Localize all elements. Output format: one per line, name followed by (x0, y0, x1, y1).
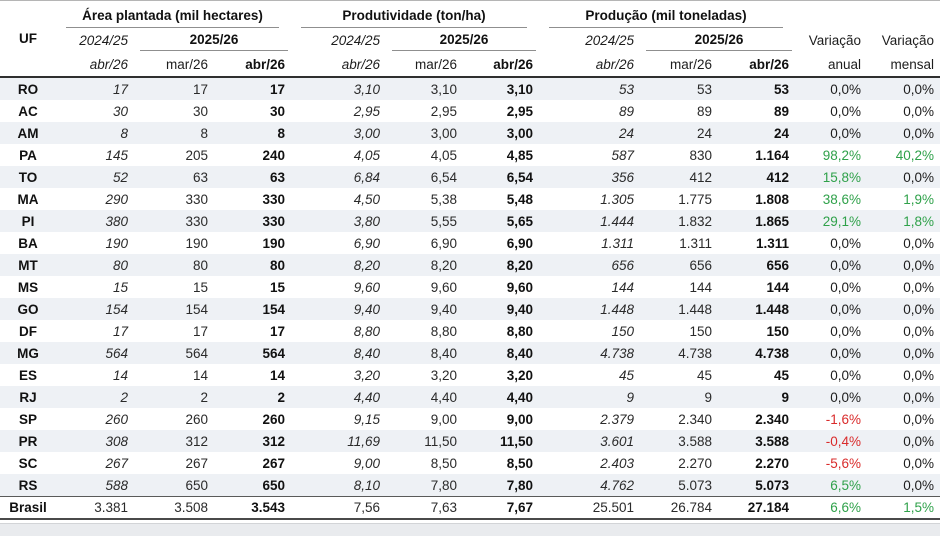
area-mar-cell: 650 (185, 477, 208, 493)
area-prev-cell: 290 (105, 191, 128, 207)
prod-mar-cell: 3,00 (430, 125, 457, 141)
area-prev-cell: 14 (112, 367, 128, 383)
var-anual-cell: 6,6% (795, 497, 867, 520)
table-row (0, 210, 940, 232)
row-label: AM (17, 125, 39, 141)
var-mensal-cell: 0,0% (903, 169, 935, 185)
area-mar-cell: 267 (185, 455, 208, 471)
var-mensal-cell: 0,0% (903, 279, 935, 295)
producao-prev-cell: 24 (618, 125, 635, 141)
season-curr-label: 2025/26 (140, 31, 288, 51)
var-anual-cell: 0,0% (830, 301, 862, 317)
area-abr-cell: 17 (269, 81, 285, 97)
var-mensal-cell: 0,0% (903, 125, 935, 141)
table-row (0, 77, 940, 100)
area-prev-cell: 2 (120, 389, 128, 405)
var-mensal-cell: 0,0% (903, 301, 935, 317)
variacao-mensal-header-line1: Variação (881, 33, 935, 48)
producao-prev-cell: 53 (618, 81, 635, 97)
prod-mar-cell: 9,60 (430, 279, 457, 295)
producao-mar-cell: 1.832 (678, 213, 713, 229)
row-label: MG (17, 345, 39, 361)
row-label: ES (18, 367, 37, 383)
row-label: MT (18, 257, 38, 273)
area-abr-cell: 63 (269, 169, 285, 185)
producao-abr-cell: 1.448 (755, 301, 790, 317)
table-row (0, 452, 940, 474)
var-mensal-cell: 1,5% (867, 497, 940, 520)
season-curr-label: 2025/26 (392, 31, 536, 51)
row-label: RO (17, 81, 39, 97)
area-mar-cell: 80 (192, 257, 208, 273)
producao-mar-cell: 45 (696, 367, 713, 383)
producao-prev-cell: 9 (626, 389, 635, 405)
var-anual-cell: 6,5% (830, 477, 862, 493)
prod-mar-cell: 3,20 (430, 367, 457, 383)
group-title-row (0, 1, 940, 29)
producao-abr-cell: 656 (766, 257, 790, 273)
var-anual-cell: -1,6% (825, 411, 862, 427)
table-row (0, 320, 940, 342)
month-mar-header: mar/26 (640, 53, 718, 77)
area-prev-cell: 154 (105, 301, 128, 317)
area-prev-cell: 588 (105, 477, 128, 493)
total-row (0, 497, 940, 520)
producao-abr-cell: 89 (773, 103, 790, 119)
prod-abr-cell: 8,50 (506, 455, 534, 471)
season-prev-header: 2024/25 (585, 33, 635, 48)
month-abr-header: abr/26 (463, 53, 539, 77)
prod-abr-cell: 5,48 (506, 191, 534, 207)
prod-mar-cell: 4,40 (430, 389, 457, 405)
prod-mar-cell: 6,90 (430, 235, 457, 251)
prod-abr-cell: 8,80 (506, 323, 534, 339)
var-anual-cell: 0,0% (830, 345, 862, 361)
row-label: GO (17, 301, 39, 317)
area-prev-cell: 267 (105, 455, 128, 471)
producao-prev-cell: 4.762 (600, 477, 635, 493)
prod-prev-cell: 7,56 (291, 497, 386, 520)
area-abr-cell: 240 (262, 147, 285, 163)
var-anual-cell: -0,4% (825, 433, 862, 449)
producao-abr-cell: 3.588 (755, 433, 790, 449)
row-label: DF (19, 323, 37, 339)
var-mensal-cell: 0,0% (903, 433, 935, 449)
area-mar-cell: 30 (192, 103, 208, 119)
area-abr-cell: 8 (277, 125, 285, 141)
table-row (0, 364, 940, 386)
producao-mar-cell: 144 (689, 279, 713, 295)
producao-prev-cell: 1.311 (601, 235, 635, 251)
producao-prev-cell: 1.448 (600, 301, 635, 317)
producao-prev-cell: 1.305 (600, 191, 635, 207)
area-mar-cell: 8 (200, 125, 208, 141)
area-prev-cell: 308 (105, 433, 128, 449)
season-curr-header (640, 28, 795, 53)
table-row (0, 408, 940, 430)
area-abr-cell: 2 (277, 389, 285, 405)
prod-prev-cell: 6,90 (353, 235, 380, 251)
table-header (0, 1, 940, 78)
prod-mar-cell: 7,80 (430, 477, 457, 493)
prod-prev-cell: 11,69 (347, 433, 380, 449)
producao-mar-cell: 1.311 (679, 235, 713, 251)
area-mar-cell: 564 (185, 345, 208, 361)
producao-mar-cell: 1.775 (678, 191, 713, 207)
prod-mar-cell: 8,50 (430, 455, 457, 471)
var-anual-cell: 0,0% (830, 103, 862, 119)
row-label: RJ (19, 389, 37, 405)
table-row (0, 166, 940, 188)
var-mensal-cell: 1,8% (903, 213, 935, 229)
area-abr-cell: 17 (269, 323, 285, 339)
prod-prev-cell: 3,00 (353, 125, 380, 141)
month-abr-header: abr/26 (214, 53, 291, 77)
area-abr-cell: 267 (262, 455, 285, 471)
group-area-plantada (56, 1, 291, 29)
area-abr-cell: 30 (269, 103, 285, 119)
season-prev-header: 2024/25 (331, 33, 380, 48)
uf-column-header: UF (0, 28, 56, 77)
var-anual-cell: 0,0% (830, 323, 862, 339)
area-prev-cell: 380 (105, 213, 128, 229)
area-mar-cell: 3.508 (134, 497, 214, 520)
row-label: MA (17, 191, 39, 207)
area-abr-cell: 14 (269, 367, 285, 383)
producao-abr-cell: 1.808 (755, 191, 790, 207)
prod-abr-cell: 6,54 (506, 169, 534, 185)
producao-prev-cell: 656 (611, 257, 635, 273)
producao-abr-cell: 1.311 (755, 235, 790, 251)
producao-abr-cell: 9 (781, 389, 790, 405)
producao-mar-cell: 53 (696, 81, 713, 97)
group-produtividade (291, 1, 539, 29)
area-mar-cell: 63 (192, 169, 208, 185)
month-prev-header: abr/26 (291, 53, 386, 77)
table-row (0, 430, 940, 452)
prod-prev-cell: 8,10 (353, 477, 380, 493)
area-mar-cell: 312 (185, 433, 208, 449)
var-mensal-cell: 0,0% (903, 235, 935, 251)
prod-abr-cell: 5,65 (506, 213, 534, 229)
area-abr-cell: 80 (269, 257, 285, 273)
prod-prev-cell: 9,60 (353, 279, 380, 295)
area-prev-cell: 17 (112, 81, 128, 97)
table-row (0, 386, 940, 408)
area-abr-cell: 312 (262, 433, 285, 449)
row-label: Brasil (0, 497, 56, 520)
prod-mar-cell: 9,00 (430, 411, 457, 427)
season-curr-header (386, 28, 539, 53)
prod-abr-cell: 9,00 (506, 411, 534, 427)
prod-prev-cell: 4,40 (353, 389, 380, 405)
spacer (795, 1, 867, 29)
row-label: BA (18, 235, 38, 251)
area-mar-cell: 205 (185, 147, 208, 163)
area-mar-cell: 2 (200, 389, 208, 405)
producao-abr-cell: 412 (766, 169, 790, 185)
table-row (0, 188, 940, 210)
producao-mar-cell: 4.738 (678, 345, 713, 361)
season-row (0, 28, 940, 53)
prod-abr-cell: 9,40 (506, 301, 534, 317)
table-row (0, 100, 940, 122)
table-row (0, 254, 940, 276)
var-mensal-cell: 0,0% (903, 389, 935, 405)
area-prev-cell: 80 (112, 257, 128, 273)
area-abr-cell: 260 (262, 411, 285, 427)
prod-prev-cell: 9,40 (353, 301, 380, 317)
prod-abr-cell: 11,50 (499, 433, 534, 449)
area-mar-cell: 330 (185, 191, 208, 207)
producao-prev-cell: 25.501 (539, 497, 640, 520)
prod-mar-cell: 9,40 (430, 301, 457, 317)
var-mensal-cell: 40,2% (895, 147, 935, 163)
producao-mar-cell: 2.340 (678, 411, 713, 427)
variacao-mensal-header-line2: mensal (867, 53, 940, 77)
table-row (0, 276, 940, 298)
row-label: AC (18, 103, 38, 119)
prod-prev-cell: 4,50 (353, 191, 380, 207)
month-mar-header: mar/26 (134, 53, 214, 77)
area-prev-cell: 260 (105, 411, 128, 427)
prod-prev-cell: 8,80 (353, 323, 380, 339)
prod-prev-cell: 3,80 (353, 213, 380, 229)
producao-prev-cell: 2.379 (600, 411, 635, 427)
season-prev-header: 2024/25 (79, 33, 128, 48)
prod-prev-cell: 3,10 (353, 81, 380, 97)
var-mensal-cell: 0,0% (903, 477, 935, 493)
producao-mar-cell: 412 (689, 169, 713, 185)
prod-prev-cell: 2,95 (353, 103, 380, 119)
var-anual-cell: 0,0% (830, 235, 862, 251)
area-abr-cell: 3.543 (214, 497, 291, 520)
area-mar-cell: 17 (192, 81, 208, 97)
prod-mar-cell: 4,05 (430, 147, 457, 163)
area-prev-cell: 190 (105, 235, 128, 251)
area-mar-cell: 15 (192, 279, 208, 295)
producao-mar-cell: 89 (696, 103, 713, 119)
producao-prev-cell: 587 (611, 147, 635, 163)
season-curr-label: 2025/26 (646, 31, 792, 51)
producao-mar-cell: 3.588 (678, 433, 713, 449)
var-mensal-cell: 0,0% (903, 81, 935, 97)
prod-abr-cell: 3,10 (506, 81, 534, 97)
season-curr-header (134, 28, 291, 53)
month-prev-header: abr/26 (539, 53, 640, 77)
producao-abr-cell: 53 (773, 81, 790, 97)
prod-mar-cell: 2,95 (430, 103, 457, 119)
area-abr-cell: 650 (262, 477, 285, 493)
prod-abr-cell: 3,20 (506, 367, 534, 383)
area-prev-cell: 564 (105, 345, 128, 361)
prod-prev-cell: 8,20 (353, 257, 380, 273)
producao-prev-cell: 3.601 (600, 433, 635, 449)
spacer (867, 1, 940, 29)
var-anual-cell: 0,0% (830, 367, 862, 383)
var-mensal-cell: 0,0% (903, 103, 935, 119)
prod-mar-cell: 8,20 (430, 257, 457, 273)
var-mensal-cell: 0,0% (903, 323, 935, 339)
var-mensal-cell: 0,0% (903, 411, 935, 427)
prod-abr-cell: 6,90 (506, 235, 534, 251)
prod-prev-cell: 4,05 (353, 147, 380, 163)
producao-mar-cell: 830 (689, 147, 713, 163)
row-label: PI (21, 213, 35, 229)
producao-abr-cell: 2.340 (755, 411, 790, 427)
prod-abr-cell: 8,20 (506, 257, 534, 273)
group-producao (539, 1, 795, 29)
var-mensal-cell: 0,0% (903, 257, 935, 273)
prod-prev-cell: 9,00 (353, 455, 380, 471)
var-anual-cell: 38,6% (822, 191, 862, 207)
area-mar-cell: 14 (192, 367, 208, 383)
prod-mar-cell: 5,55 (430, 213, 457, 229)
producao-prev-cell: 2.403 (600, 455, 635, 471)
area-prev-cell: 30 (112, 103, 128, 119)
group-title: Produção (mil toneladas) (549, 6, 783, 28)
prod-prev-cell: 8,40 (353, 345, 380, 361)
prod-prev-cell: 9,15 (353, 411, 380, 427)
prod-abr-cell: 3,00 (506, 125, 534, 141)
producao-abr-cell: 5.073 (755, 477, 790, 493)
variacao-anual-header-line1: Variação (808, 33, 862, 48)
area-prev-cell: 145 (105, 147, 128, 163)
producao-mar-cell: 24 (696, 125, 713, 141)
table-row (0, 122, 940, 144)
var-anual-cell: 98,2% (822, 147, 862, 163)
producao-abr-cell: 24 (773, 125, 790, 141)
variacao-anual-header-line2: anual (795, 53, 867, 77)
prod-mar-cell: 7,63 (386, 497, 463, 520)
row-label: TO (18, 169, 38, 185)
row-label: SC (18, 455, 38, 471)
prod-abr-cell: 4,40 (506, 389, 534, 405)
corner-spacer (0, 1, 56, 29)
area-mar-cell: 330 (185, 213, 208, 229)
area-prev-cell: 8 (120, 125, 128, 141)
var-anual-cell: 0,0% (830, 279, 862, 295)
prod-prev-cell: 6,84 (353, 169, 380, 185)
producao-prev-cell: 89 (618, 103, 635, 119)
area-abr-cell: 330 (262, 191, 285, 207)
var-mensal-cell: 1,9% (903, 191, 935, 207)
area-abr-cell: 330 (262, 213, 285, 229)
var-anual-cell: 0,0% (830, 389, 862, 405)
prod-mar-cell: 5,38 (430, 191, 457, 207)
area-mar-cell: 154 (185, 301, 208, 317)
table-row (0, 232, 940, 254)
prod-mar-cell: 8,40 (430, 345, 457, 361)
var-anual-cell: 15,8% (822, 169, 862, 185)
area-abr-cell: 154 (262, 301, 285, 317)
table-row (0, 144, 940, 166)
var-mensal-cell: 0,0% (903, 345, 935, 361)
producao-abr-cell: 1.164 (755, 147, 790, 163)
area-abr-cell: 15 (269, 279, 285, 295)
producao-abr-cell: 45 (773, 367, 790, 383)
row-label: MS (17, 279, 39, 295)
producao-mar-cell: 1.448 (678, 301, 713, 317)
row-label: RS (18, 477, 38, 493)
row-label: PA (19, 147, 37, 163)
var-mensal-cell: 0,0% (903, 367, 935, 383)
var-anual-cell: 0,0% (830, 81, 862, 97)
area-abr-cell: 564 (262, 345, 285, 361)
producao-abr-cell: 1.865 (755, 213, 790, 229)
area-mar-cell: 17 (192, 323, 208, 339)
table-row (0, 474, 940, 497)
prod-abr-cell: 7,80 (506, 477, 534, 493)
prod-abr-cell: 2,95 (506, 103, 534, 119)
prod-abr-cell: 4,85 (506, 147, 534, 163)
month-mar-header: mar/26 (386, 53, 463, 77)
area-mar-cell: 260 (185, 411, 208, 427)
producao-prev-cell: 45 (618, 367, 635, 383)
var-anual-cell: 0,0% (830, 257, 862, 273)
producao-abr-cell: 4.738 (755, 345, 790, 361)
area-prev-cell: 15 (112, 279, 128, 295)
area-prev-cell: 52 (112, 169, 128, 185)
producao-mar-cell: 9 (704, 389, 713, 405)
producao-mar-cell: 5.073 (678, 477, 713, 493)
producao-mar-cell: 26.784 (640, 497, 718, 520)
prod-mar-cell: 6,54 (430, 169, 457, 185)
prod-prev-cell: 3,20 (353, 367, 380, 383)
area-prev-cell: 3.381 (56, 497, 134, 520)
producao-abr-cell: 2.270 (755, 455, 790, 471)
producao-abr-cell: 144 (766, 279, 790, 295)
month-row (0, 53, 940, 77)
producao-prev-cell: 150 (611, 323, 635, 339)
producao-prev-cell: 1.444 (600, 213, 635, 229)
producao-mar-cell: 2.270 (678, 455, 713, 471)
table-body (0, 77, 940, 497)
group-title: Produtividade (ton/ha) (301, 6, 527, 28)
producao-abr-cell: 27.184 (718, 497, 795, 520)
table-total (0, 497, 940, 520)
var-mensal-cell: 0,0% (903, 455, 935, 471)
row-label: SP (18, 411, 37, 427)
producao-prev-cell: 144 (611, 279, 635, 295)
producao-abr-cell: 150 (766, 323, 790, 339)
prod-mar-cell: 8,80 (430, 323, 457, 339)
area-abr-cell: 190 (262, 235, 285, 251)
table-row (0, 342, 940, 364)
prod-mar-cell: 11,50 (424, 433, 457, 449)
prod-abr-cell: 8,40 (506, 345, 534, 361)
var-anual-cell: 0,0% (830, 125, 862, 141)
prod-abr-cell: 7,67 (463, 497, 539, 520)
group-title: Área plantada (mil hectares) (66, 6, 279, 28)
producao-mar-cell: 150 (689, 323, 713, 339)
var-anual-cell: 29,1% (822, 213, 862, 229)
area-mar-cell: 190 (185, 235, 208, 251)
var-anual-cell: -5,6% (825, 455, 862, 471)
row-label: PR (18, 433, 38, 449)
producao-prev-cell: 356 (611, 169, 635, 185)
table-row (0, 298, 940, 320)
month-prev-header: abr/26 (56, 53, 134, 77)
month-abr-header: abr/26 (718, 53, 795, 77)
producao-mar-cell: 656 (689, 257, 713, 273)
prod-abr-cell: 9,60 (506, 279, 534, 295)
producao-prev-cell: 4.738 (600, 345, 635, 361)
area-prev-cell: 17 (112, 323, 128, 339)
prod-mar-cell: 3,10 (430, 81, 457, 97)
